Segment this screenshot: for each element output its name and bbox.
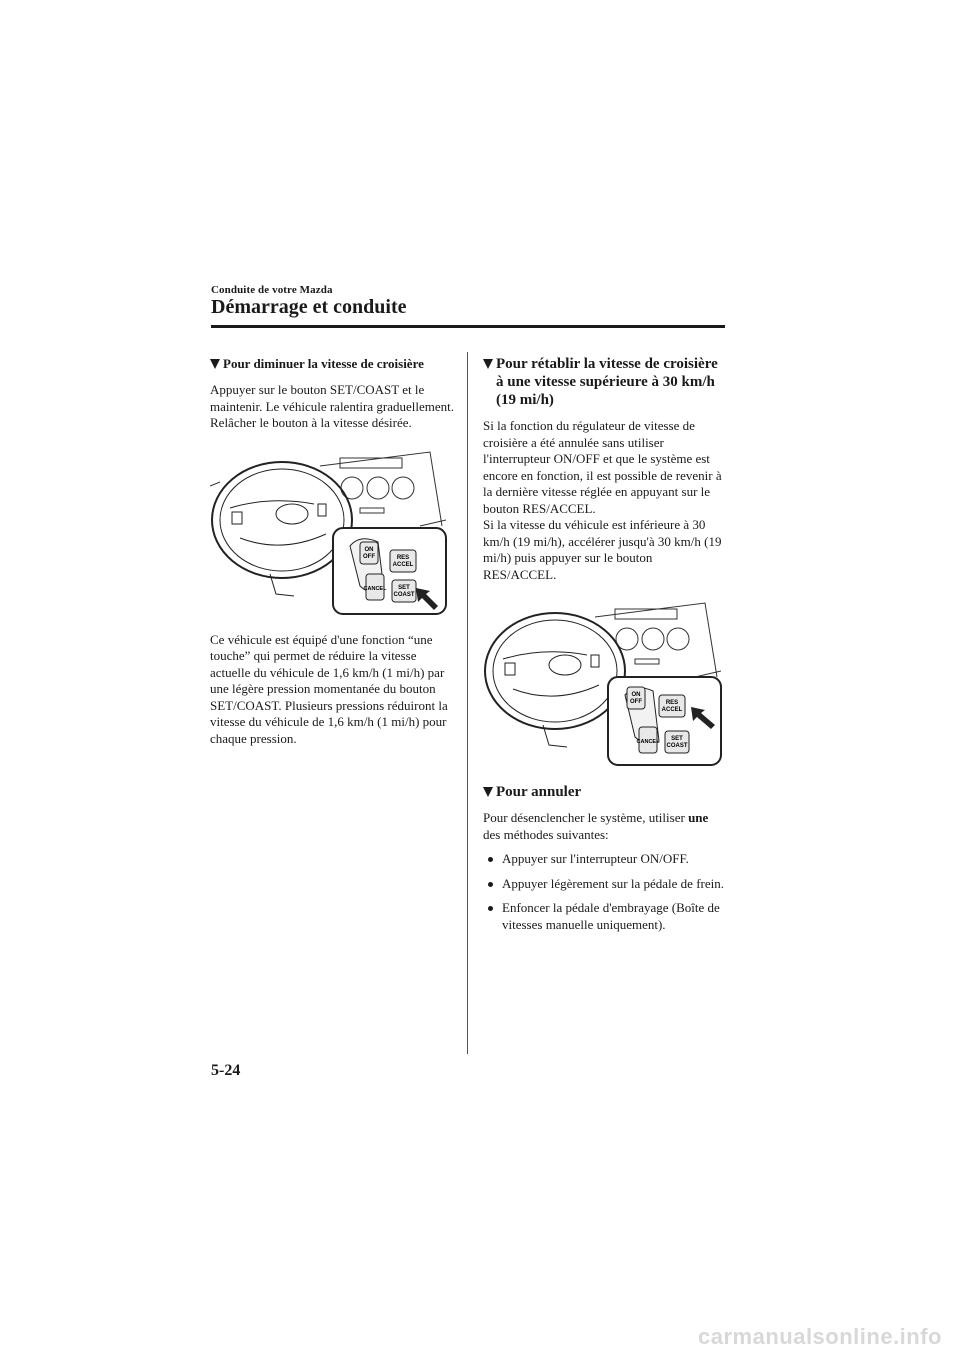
left-para-2: Relâcher le bouton à la vitesse désirée. bbox=[210, 415, 412, 430]
list-item bbox=[483, 900, 728, 933]
right-column bbox=[483, 355, 728, 941]
bullet-icon bbox=[488, 882, 493, 887]
para3-after: des méthodes suivantes: bbox=[483, 826, 609, 842]
list-item bbox=[483, 876, 728, 893]
steering-wheel-illustration-res-accel bbox=[483, 597, 723, 769]
bullet-icon bbox=[488, 857, 493, 862]
bullet-icon bbox=[488, 906, 493, 911]
para3-before: Pour désenclencher le système, utiliser bbox=[483, 810, 689, 825]
label-accel: ACCEL bbox=[392, 561, 414, 568]
left-column bbox=[210, 355, 455, 747]
list-item bbox=[483, 851, 728, 868]
left-para-3: Ce véhicule est équipé d'une fonction “une touche” qui permet de réduire la vitesse actuelle du véhicule de 1,6 km/h (1 mi/h) par une légère pression momentanée du bouton SET/COAST. Plusieurs pressions réduiront la vitesse du véhicule de 1,6 km/h (1 mi/h) pour chaque pression. bbox=[210, 631, 448, 746]
column-divider bbox=[467, 352, 468, 1054]
left-heading bbox=[210, 355, 455, 373]
para3-bold: une bbox=[688, 810, 709, 825]
triangle-down-icon bbox=[210, 359, 220, 369]
left-para-1: Appuyer sur le bouton SET/COAST et le maintenir. Le véhicule ralentira graduellement. bbox=[210, 382, 455, 414]
label-res: RES bbox=[396, 554, 410, 561]
header-rule bbox=[211, 325, 725, 328]
label-coast: COAST bbox=[666, 743, 688, 749]
right-heading bbox=[483, 355, 728, 409]
cancel-methods-list bbox=[483, 851, 728, 933]
right-heading-2 bbox=[483, 783, 728, 801]
right-para-2: Si la vitesse du véhicule est inférieure à 30 km/h (19 mi/h), accélérer jusqu'à 30 km/h (19 mi/h) puis appuyer sur le bouton RES/ACCEL. bbox=[483, 517, 722, 582]
left-heading-text: Pour diminuer la vitesse de croisière bbox=[223, 356, 424, 371]
list-item-text: Enfoncer la pédale d'embrayage (Boîte de vitesses manuelle uniquement). bbox=[502, 900, 720, 932]
label-off: OFF bbox=[363, 553, 375, 560]
label-cancel: CANCEL bbox=[636, 739, 660, 745]
label-coast: COAST bbox=[393, 591, 415, 598]
section-label: Conduite de votre Mazda bbox=[211, 284, 333, 296]
right-para-1: Si la fonction du régulateur de vitesse de croisière a été annulée sans utiliser l'interrupteur ON/OFF et que le système est encore en fonction, il est possible de revenir à la dernière vitesse réglée en appuyant sur le bouton RES/ACCEL. bbox=[483, 418, 722, 516]
triangle-down-icon bbox=[483, 787, 493, 797]
label-accel: ACCEL bbox=[661, 707, 683, 713]
label-cancel: CANCEL bbox=[363, 585, 387, 592]
page-number: 5-24 bbox=[211, 1062, 241, 1079]
label-set: SET bbox=[671, 736, 683, 742]
triangle-down-icon bbox=[483, 359, 493, 369]
label-on: ON bbox=[364, 546, 374, 553]
list-item-text: Appuyer sur l'interrupteur ON/OFF. bbox=[502, 851, 689, 866]
label-res: RES bbox=[665, 700, 679, 706]
label-off: OFF bbox=[630, 699, 642, 705]
page-title: Démarrage et conduite bbox=[211, 296, 407, 318]
steering-wheel-illustration-set-coast bbox=[210, 446, 448, 618]
right-heading-2-text: Pour annuler bbox=[496, 784, 582, 800]
footer-watermark[interactable]: carmanualsonline.info bbox=[698, 1324, 942, 1349]
right-heading-text: Pour rétablir la vitesse de croisière à une vitesse supérieure à 30 km/h (19 mi/h) bbox=[496, 356, 718, 408]
right-para-3 bbox=[483, 810, 728, 843]
label-set: SET bbox=[398, 584, 410, 591]
list-item-text: Appuyer légèrement sur la pédale de frein. bbox=[502, 875, 724, 891]
label-on: ON bbox=[631, 692, 641, 698]
